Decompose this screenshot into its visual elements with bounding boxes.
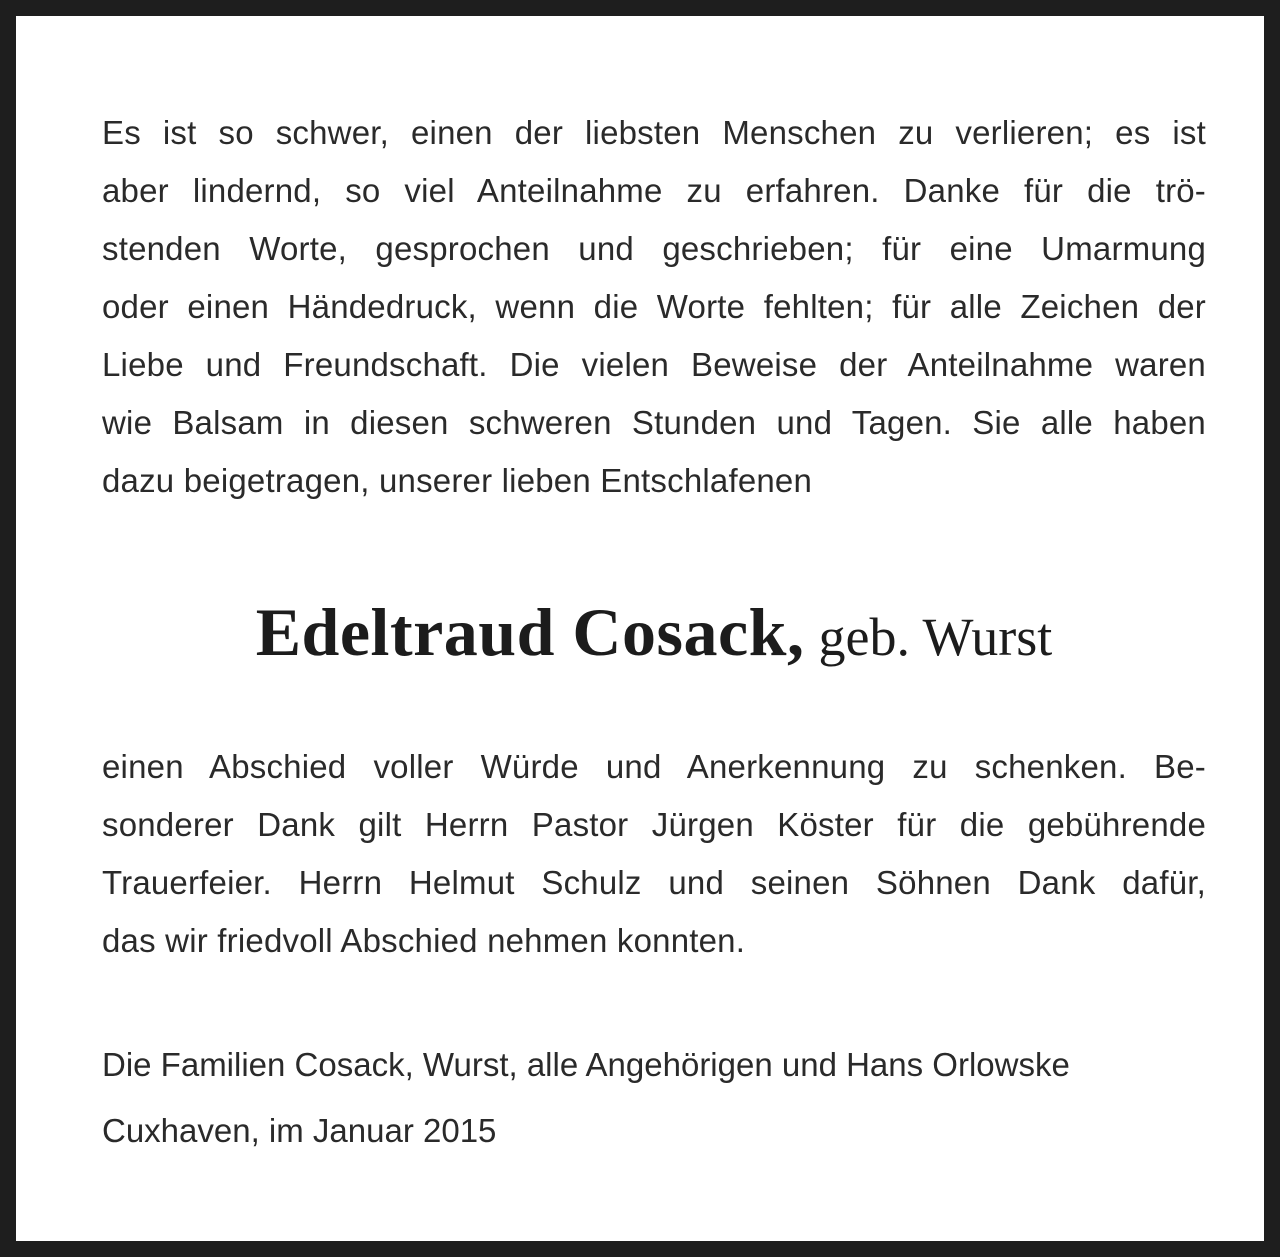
thanks-line: einen Abschied voller Würde und Anerkennung zu schenken. Be- <box>102 748 1206 785</box>
intro-line: stenden Worte, gesprochen und geschrieben; für eine Umarmung <box>102 230 1206 267</box>
intro-line: aber lindernd, so viel Anteilnahme zu erfahren. Danke für die trö- <box>102 172 1206 209</box>
maiden-name: geb. Wurst <box>818 607 1053 667</box>
families-signature: Die Familien Cosack, Wurst, alle Angehörigen und Hans Orlowske <box>102 1046 1070 1083</box>
thanks-line: das wir friedvoll Abschied nehmen konnten. <box>102 922 746 959</box>
notice-content <box>102 104 1206 1164</box>
thanks-paragraph <box>102 738 1206 970</box>
thanks-line: sonderer Dank gilt Herrn Pastor Jürgen Köster für die gebührende <box>102 806 1206 843</box>
intro-line: oder einen Händedruck, wenn die Worte fehlten; für alle Zeichen der <box>102 288 1206 325</box>
signature-block <box>102 1032 1206 1164</box>
deceased-full-name: Edeltraud Cosack, <box>255 594 805 670</box>
intro-paragraph <box>102 104 1206 510</box>
intro-line: Liebe und Freundschaft. Die vielen Beweise der Anteilnahme waren <box>102 346 1206 383</box>
deceased-name <box>102 594 1206 670</box>
intro-line: wie Balsam in diesen schweren Stunden und Tagen. Sie alle haben <box>102 404 1206 441</box>
thanks-line: Trauerfeier. Herrn Helmut Schulz und seinen Söhnen Dank dafür, <box>102 864 1206 901</box>
intro-line: Es ist so schwer, einen der liebsten Menschen zu verlieren; es ist <box>102 114 1206 151</box>
intro-line: dazu beigetragen, unserer lieben Entschlafenen <box>102 462 813 499</box>
place-date: Cuxhaven, im Januar 2015 <box>102 1112 497 1149</box>
